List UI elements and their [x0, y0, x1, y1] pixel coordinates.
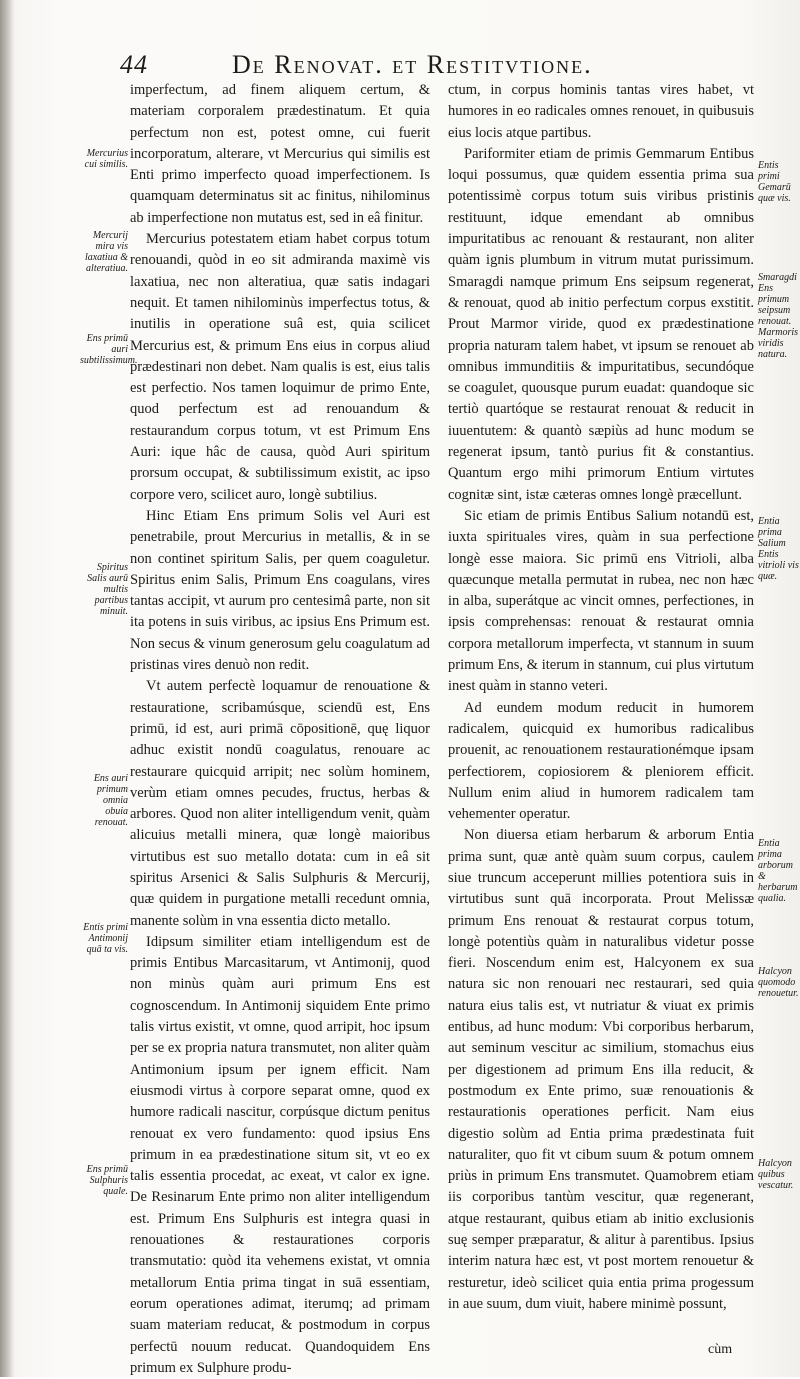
paragraph: Pariformiter etiam de primis Gemmarum Entibus loqui possumus, quæ quidem essentia prima sua potentissimè corpus totum suis viribus pristinis restituunt, idque emendant ab omnibus impuritatibus ac renouant & restaurant, non aliter quàm ignis plumbum in vitrum mutat purissimum. Smaragdi namque primum Ens seipsum regenerat, & renouat, quod ab initio perfectum corpus exstitit. Prout Marmor viride, quod ex prædestinatione propria naturam talem habet, vt ipsum se renouet ab omnibus immunditiis & impuritatibus, secundóque se coagulet, quousque purum euadat: quandoque sic tertiò quartóque se restaurat renouat & reducit in iuuentutem: & quantò sæpiùs ad hunc modum se regenerat ipsum, tantò purius fit & constantius. Quantum ergo mihi primorum Entium virtutes cognitæ sint, istæ cæteras omnes longè præcellunt. — [448, 145, 754, 503]
marginal-note: Ens primū Sulphuris quale. — [86, 1164, 128, 1197]
paragraph: Mercurius potestatem etiam habet corpus totum renouandi, quòd in eo sit admiranda maximè vis laxatiua, nec non alteratiua, quæ satis indagari nequit. Et tamen nihilominùs imperfectus totus, & inutilis in operatione suâ est, quia scilicet Mercurius est, & primum Ens eius in corpus aliud prædestinari non debet. Nam qualis is est, eius talis est perfectio. Nos tamen loquimur de primo Ente, quod perfectum est ad renouandum & restaurandum corpus totum, vt est Primum Ens Auri: ique hâc de causa, quòd Auri spiritum prorsum occupat, & subtilissimum existit, ac ipso corpore vero, scilicet auro, longè subtilius. — [130, 231, 430, 503]
marginal-note: Halcyon quibus vescatur. — [758, 1158, 794, 1191]
marginal-note: Spiritus Salis aurū multis partibus minuit. — [87, 562, 128, 617]
paragraph: Ad eundem modum reducit in humorem radicalem, quicquid ex humoribus radicalibus prouenit, ac renouationem restaurationémque ipsam perfectiorem, copiosiorem & pleniorem efficit. Nullum enim aliud in humorem radicalem tam vehementer operatur. — [448, 699, 754, 823]
marginal-note: Entia prima Salium Entis vitrioli vis quæ. — [758, 516, 799, 582]
marginal-note: Mercurius cui similis. — [84, 148, 128, 170]
marginal-note: Entis primi Gemarū quæ vis. — [758, 160, 791, 204]
marginal-note: Smaragdi Ens primum seipsum renouat. Marmoris viridis natura. — [758, 272, 799, 360]
paragraph: Sic etiam de primis Entibus Salium notandū est, iuxta spirituales vires, quàm in sua perfectione longè esse maiora. Sic primū ens Vitrioli, alba quæcunque metalla permutat in rubea, nec non hæc in alba, superátque ac vincit omnes, perfectiones, in ipsis comprehensas: renouat & restaurat omnia corpora metallorum imperfecta, vt stannum in suum primum Ens, & iterum in stannum, cui plus virtutum inest quàm in stanno veteri. — [448, 507, 754, 695]
gutter-shadow — [0, 0, 14, 1377]
catchword: cùm — [708, 1342, 733, 1357]
right-marginal-notes — [754, 0, 800, 1377]
paragraph: imperfectum, ad finem aliquem certum, & materiam corporalem prædestinatum. Et quia perfectum non est, potest omne, cui fuerit incorporatum, alterare, vt Mercurius qui similis est Enti primo imperfecto quoad imperfectionem. Is quamquam determinatus sit ac finitus, nihilominus ab imperfectione non mutatus est, sed in eâ finitur. — [130, 82, 430, 226]
paragraph: Non diuersa etiam herbarum & arborum Entia prima sunt, quæ antè quàm suum corpus, caulem siue truncum acceperunt millies potentiora suis in virtutibus sunt quā incorporata. Prout Melissæ primum Ens renouat & restaurat corpus totum, longè potentiùs quàm in naturalibus videtur posse fieri. Noscendum enim est, Halcyonem ex sua natura sic non renouari nec restaurari, sed quia natura eius talis est, vt nutriatur & viuat ex primis entibus, ad hunc modum: Vbi corporibus herbarum, aut seminum vescitur ac similium, stomachus eius per digestionem ad primum Ens illa reducit, & postmodum ex Ente primo, suæ renouationis & restaurationis operationes perficit. Nam eius digestio solùm ad Entia prima prædestinata fuit naturaliter, quo fit vt cibum suum & potum omnem priùs in primum Ens transmutet. Quamobrem etiam iis corporibus tantùm vescitur, quæ regenerant, atque restaurant, quibus etiam ab initio exclusionis suę semper præparatur, & alitur à parentibus. Ipsius interim natura hæc est, vt post mortem renouetur & resturetur, ideò scilicet quia entia prima progessum in aue suum, dum viuit, habere minimè possunt, — [448, 827, 754, 1312]
paragraph: ctum, in corpus hominis tantas vires habet, vt humores in eo radicales omnes renouet, in quibusuis eius locis atque partibus. — [448, 82, 754, 141]
marginal-note: Entia prima arborum & herbarum qualia. — [758, 838, 798, 904]
marginal-note: Ens primū auri subtilissimum. — [80, 333, 138, 366]
paragraph: Vt autem perfectè loquamur de renouatione & restauratione, scribamúsque, sciendū est, Ens primū, id est, auri primā cōpositionē, quę liquor adhuc existit nondū coagulatus, renouare ac restaurare quicquid arripit; nec solùm hominem, verùm etiam omnes pecudes, fructus, herbas & arbores. Quod non aliter intelligendum venit, quàm alicuius metalli minera, quæ longè maioribus virtutibus est suo metallo dotata: cum in eâ sit spiritus Arsenici & Salis Sulphuris & Mercurij, quæ quidem in purgatione metalli recedunt omnia, manente solùm in vna essentia dicto metallo. — [130, 678, 430, 929]
paragraph: Idipsum similiter etiam intelligendum est de primis Entibus Marcasitarum, vt Antimonij, quod non minùs quàm auri primum Ens est cognoscendum. In Antimonij siquidem Ente primo talis virtus existit, vt omne, quod arripit, hoc ipsum per se ex propria natura transmutet, non aliter quàm Antimonium ipsum per ignem efficit. Nam eiusmodi virtus à corpore separat omne, quod ex humore radicali nascitur, corpúsque dictum penitus renouat ex vero fundamento: quod ipsius Ens primum in ea prædestinatione situm sit, vt eo ex talis essentia procedat, ac exeat, vt calor ex igne. De Resinarum Ente primo non aliter intelligendum est. Primum Ens Sulphuris est integra quasi in renouationes & restaurationes corporis transmutatio: quòd ita vehemens existat, vt omnia metallorum Entia prima tingat in suā essentiam, eorum operationes adimat, iterumq; ad primam suam materiam reducat, & postmodum in corpus perfectū nouum reducat. Quandoquidem Ens primum ex Sulphure produ- — [130, 933, 430, 1376]
page-number: 44 — [120, 50, 148, 79]
marginal-note: Ens auri primum omnia obuia renouat. — [93, 773, 128, 828]
marginal-note: Mercurij mira vis laxatiua & alteratiua. — [84, 230, 128, 274]
marginal-note: Entis primi Antimonij quā ta vis. — [83, 922, 128, 955]
running-head: De Renovat. et Restitvtione. — [232, 50, 593, 79]
paragraph: Hinc Etiam Ens primum Solis vel Auri est penetrabile, prout Mercurius in metallis, & in se non continet spiritum Salis, per quem coaguletur. Spiritus enim Salis, Primum Ens coagulans, vires tantas accipit, vt aurum pro centesimâ parte, non sit ita potens in suis viribus, ac ipsius Ens Primum est. Non secus & vinum generosum gelu coagulatum ad pristinas vires denuò non redit. — [130, 507, 431, 674]
marginal-note: Halcyon quomodo renouetur. — [758, 966, 799, 999]
left-text-column — [130, 80, 430, 1379]
right-text-column — [448, 80, 754, 1315]
